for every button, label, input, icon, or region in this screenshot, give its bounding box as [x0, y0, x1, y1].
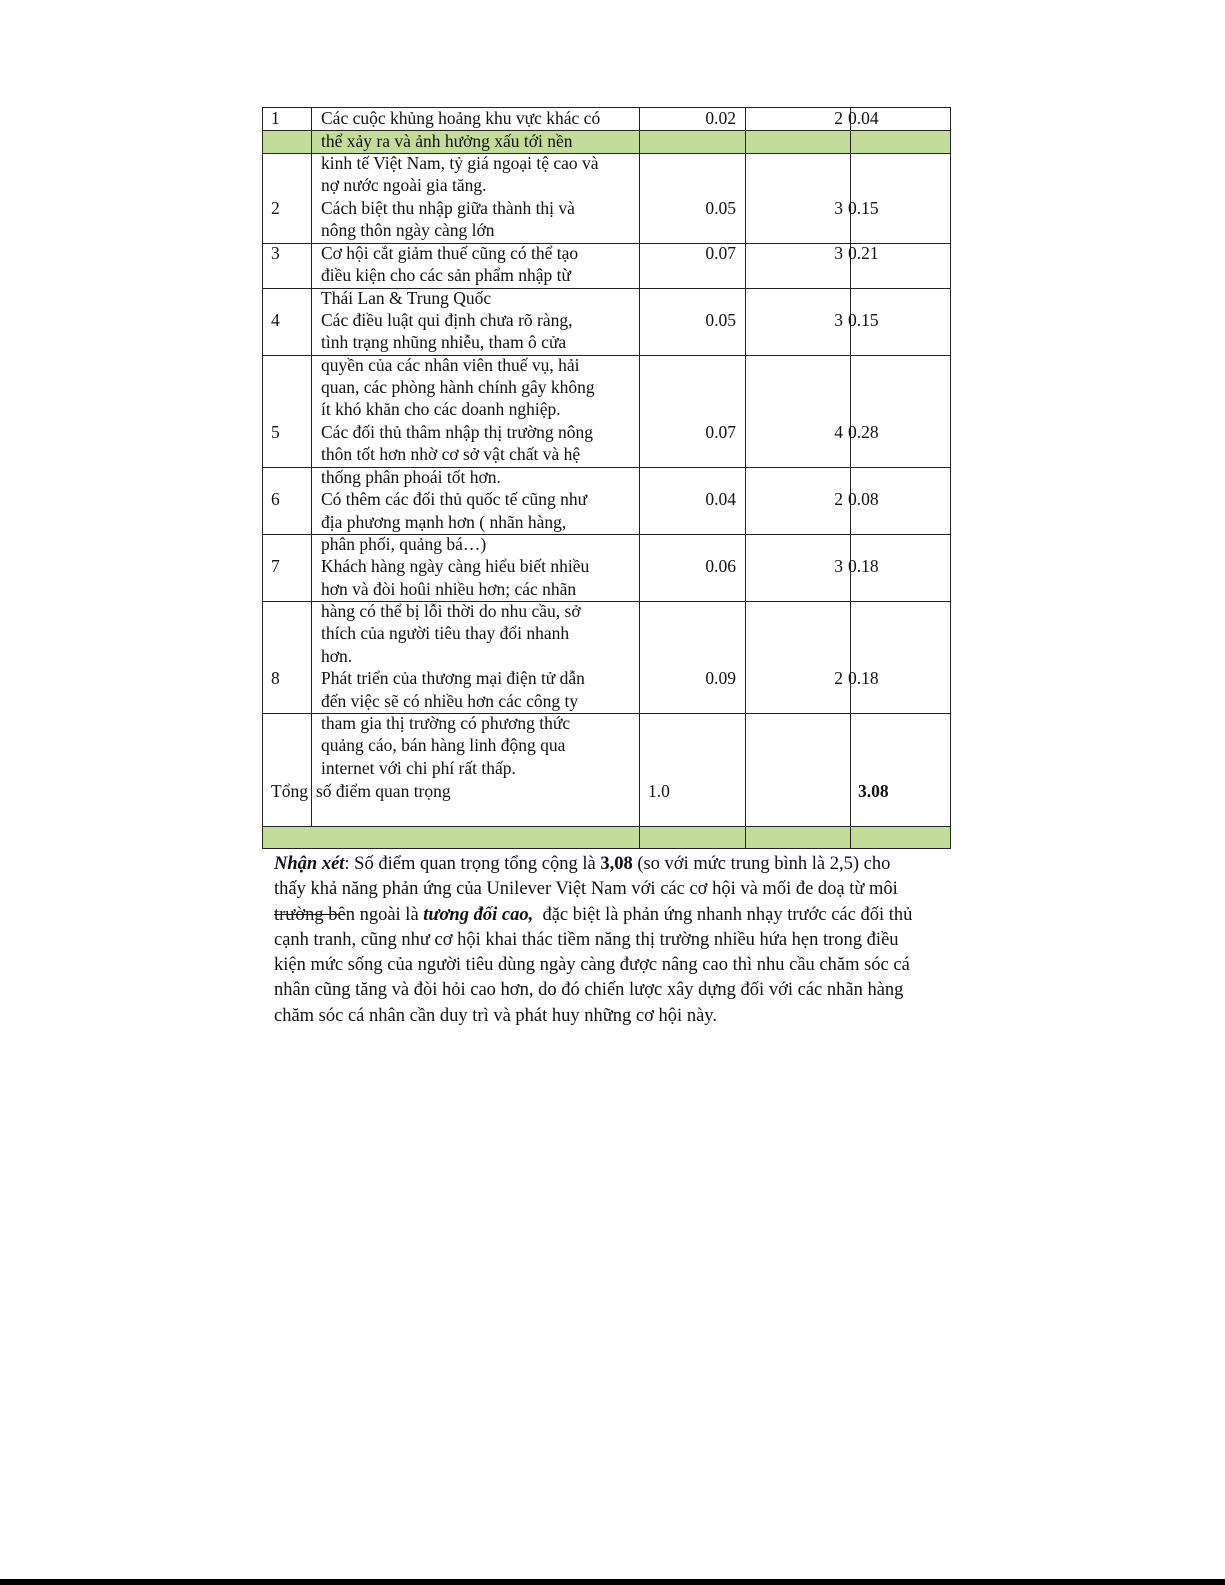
factor-text-line: tình trạng nhũng nhiễu, tham ô cửa — [321, 332, 567, 352]
row-score: 0.08 — [848, 489, 879, 509]
row-number: 8 — [271, 668, 280, 688]
comment-label: Nhận xét — [274, 854, 345, 874]
row-weight: 0.05 — [705, 310, 736, 330]
row-number: 5 — [271, 422, 280, 442]
factor-text-line: quan, các phòng hành chính gây không — [321, 377, 595, 397]
table-border-right — [950, 107, 951, 849]
factor-text-line: Các đối thủ thâm nhập thị trường nông — [321, 422, 593, 442]
total-label-b: số điểm quan trọng — [316, 781, 451, 801]
factor-text-line: quyền của các nhân viên thuế vụ, hải — [321, 355, 580, 375]
row-rating: 2 — [834, 668, 843, 688]
comment-line: nhân cũng tăng và đòi hỏi cao hơn, do đó chiến lược xây dựng đối với các nhãn hàng — [274, 980, 904, 1001]
row-rating: 3 — [834, 310, 843, 330]
row-number: 3 — [271, 243, 280, 263]
table-border-bottom — [262, 848, 951, 849]
factor-text-line: hàng có thể bị lỗi thời do nhu cầu, sở — [321, 601, 581, 621]
factor-text-line: hơn và đòi hoûi nhiều hơn; các nhãn — [321, 579, 577, 599]
row-number: 7 — [271, 556, 280, 576]
row-rating: 4 — [834, 422, 843, 442]
total-label-a: Tổng — [271, 781, 308, 801]
comment-line: kiện mức sống của người tiêu dùng ngày càng được nâng cao thì nhu cầu chăm sóc cá — [274, 955, 910, 976]
comment-line — [274, 903, 974, 928]
factor-text-line: Các cuộc khủng hoảng khu vực khác có — [321, 108, 601, 128]
comment-text: : Số điểm quan trọng tổng cộng là — [344, 854, 601, 874]
row-rating: 2 — [834, 108, 843, 128]
factor-text-line: thống phân phoái tốt hơn. — [321, 467, 501, 487]
comment-emphasis: tương đối cao, — [423, 904, 534, 925]
table-green-band-bottom — [263, 826, 951, 848]
comment-strikethrough: trường bê — [274, 904, 346, 925]
comment-line — [274, 852, 974, 877]
table-row-divider — [262, 826, 951, 827]
factor-text-line: điều kiện cho các sản phẩm nhập từ — [321, 265, 572, 285]
table-border-left — [262, 107, 263, 849]
factor-text-line: hơn. — [321, 646, 353, 666]
factor-text-line: đến việc sẽ có nhiều hơn các công ty — [321, 691, 579, 711]
row-weight: 0.02 — [705, 108, 736, 128]
total-score: 3.08 — [858, 781, 889, 801]
factor-text-line: Cách biệt thu nhập giữa thành thị và — [321, 198, 575, 218]
row-score: 0.18 — [848, 668, 879, 688]
factor-text-line: thể xảy ra và ảnh hưởng xấu tới nền — [321, 131, 573, 151]
row-number: 2 — [271, 198, 280, 218]
total-weight: 1.0 — [648, 781, 670, 801]
row-rating: 3 — [834, 243, 843, 263]
factor-text-line: internet với chi phí rất thấp. — [321, 758, 516, 778]
row-rating: 2 — [834, 489, 843, 509]
row-weight: 0.09 — [705, 668, 736, 688]
comment-total-score: 3,08 — [600, 854, 633, 874]
row-score: 0.15 — [848, 198, 879, 218]
factor-text-line: Phát triển của thương mại điện tử dẫn — [321, 668, 585, 688]
row-number: 6 — [271, 489, 280, 509]
factor-text-line: Cơ hội cắt giảm thuế cũng có thể tạo — [321, 243, 579, 263]
factor-text-line: phân phối, quảng bá…) — [321, 534, 487, 554]
row-rating: 3 — [834, 556, 843, 576]
row-weight: 0.07 — [705, 422, 736, 442]
row-score: 0.04 — [848, 108, 879, 128]
factor-text-line: Thái Lan & Trung Quốc — [321, 288, 492, 308]
factor-text-line: Khách hàng ngày càng hiểu biết nhiều — [321, 556, 590, 576]
comment-paragraph — [274, 852, 974, 1029]
comment-text: (so với mức trung bình là 2,5) cho — [632, 854, 891, 874]
row-score: 0.28 — [848, 422, 879, 442]
comment-text: đặc biệt là phản ứng nhanh nhạy trước các đối thủ — [533, 904, 913, 925]
row-weight: 0.06 — [705, 556, 736, 576]
factor-text-line: kinh tế Việt Nam, tỷ giá ngoại tệ cao và — [321, 153, 599, 173]
row-number: 4 — [271, 310, 280, 330]
factor-text-line: Có thêm các đối thủ quốc tế cũng như — [321, 489, 588, 509]
row-weight: 0.05 — [705, 198, 736, 218]
row-weight: 0.04 — [705, 489, 736, 509]
comment-line: chăm sóc cá nhân cần duy trì và phát huy những cơ hội này. — [274, 1005, 717, 1026]
factor-text-line: quảng cáo, bán hàng linh động qua — [321, 735, 566, 755]
comment-text: n ngoài là — [345, 904, 424, 925]
row-number: 1 — [271, 108, 280, 128]
factor-text-line: ít khó khăn cho các doanh nghiệp. — [321, 399, 561, 419]
row-rating: 3 — [834, 198, 843, 218]
comment-line: thấy khả năng phản ứng của Unilever Việt Nam với các cơ hội và mối đe doạ từ môi — [274, 879, 898, 900]
factor-text-line: địa phương mạnh hơn ( nhãn hàng, — [321, 512, 567, 532]
factor-text-line: thôn tốt hơn nhờ cơ sở vật chất và hệ — [321, 444, 581, 464]
factor-text-line: Các điều luật qui định chưa rõ ràng, — [321, 310, 573, 330]
page-bottom-edge — [0, 1579, 1225, 1585]
row-score: 0.18 — [848, 556, 879, 576]
factor-text-line: thích của người tiêu thay đổi nhanh — [321, 623, 570, 643]
comment-line: cạnh tranh, cũng như cơ hội khai thác tiềm năng thị trường nhiều hứa hẹn trong điều — [274, 929, 899, 950]
factor-text-line: nông thôn ngày càng lớn — [321, 220, 495, 240]
row-score: 0.15 — [848, 310, 879, 330]
row-score: 0.21 — [848, 243, 879, 263]
row-weight: 0.07 — [705, 243, 736, 263]
factor-text-line: tham gia thị trường có phương thức — [321, 713, 571, 733]
factor-text-line: nợ nước ngoài gia tăng. — [321, 175, 487, 195]
